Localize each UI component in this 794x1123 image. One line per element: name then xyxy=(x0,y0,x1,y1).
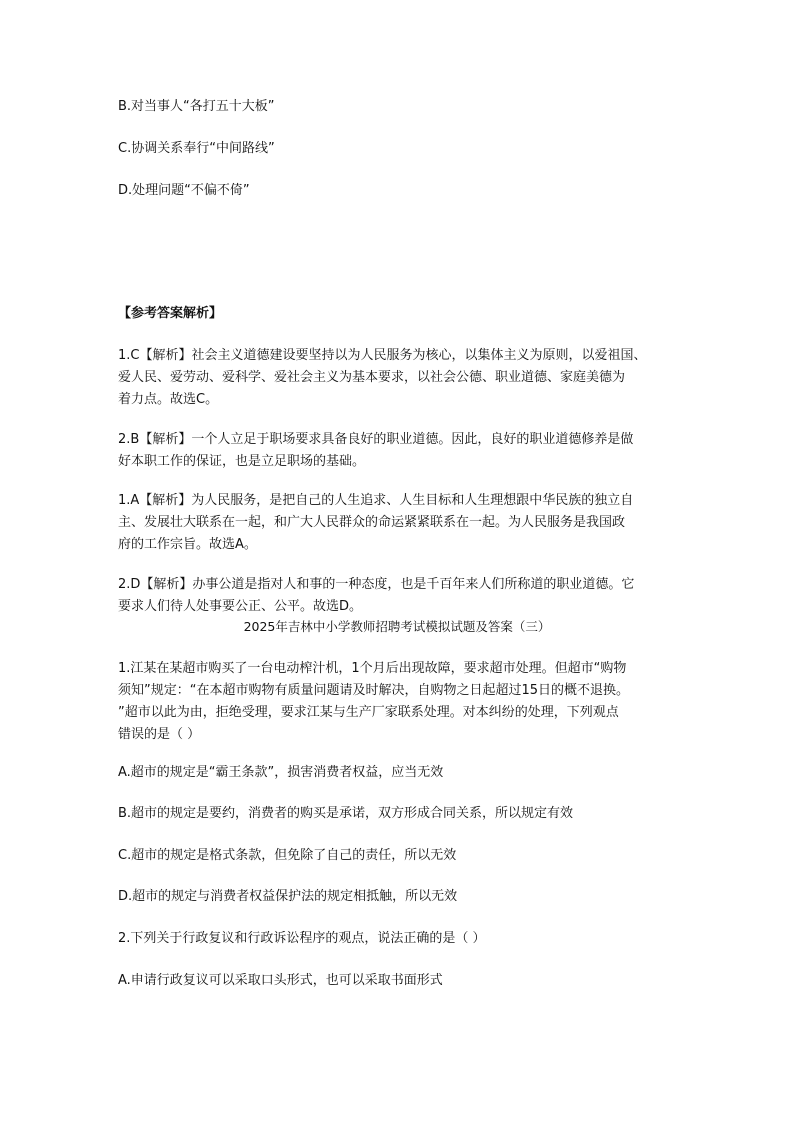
question-1-stem xyxy=(118,658,678,746)
answer-2-line-1: 2.B【解析】一个人立足于职场要求具备良好的职业道德。因此，良好的职业道德修养是做 xyxy=(118,432,634,447)
answers-heading: 【参考答案解析】 xyxy=(118,306,223,321)
question-1-option-b: B.超市的规定是要约，消费者的购买是承诺，双方形成合同关系，所以规定有效 xyxy=(118,806,574,821)
question-1-line-2: 须知”规定：“在本超市购物有质量问题请及时解决，自购物之日起超过15日的概不退换。 xyxy=(118,683,630,698)
question-2-stem: 2.下列关于行政复议和行政诉讼程序的观点，说法正确的是（ ） xyxy=(118,931,486,946)
answer-3-line-1: 1.A【解析】为人民服务，是把自己的人生追求、人生目标和人生理想跟中华民族的独立自 xyxy=(118,493,634,508)
prev-option-b: B.对当事人“各打五十大板” xyxy=(118,99,275,114)
question-1-option-d: D.超市的规定与消费者权益保护法的规定相抵触，所以无效 xyxy=(118,889,458,904)
answer-1-line-3: 着力点。故选C。 xyxy=(118,392,219,407)
answer-3-line-2: 主、发展壮大联系在一起，和广大人民群众的命运紧紧联系在一起。为人民服务是我国政 xyxy=(118,515,626,530)
answer-4-line-2: 要求人们待人处事要公正、公平。故选D。 xyxy=(118,599,363,614)
answer-paragraph-4 xyxy=(118,574,678,618)
answer-2-line-2: 好本职工作的保证，也是立足职场的基础。 xyxy=(118,454,366,469)
question-2-option-a: A.申请行政复议可以采取口头形式，也可以采取书面形式 xyxy=(118,973,443,988)
question-1-option-c: C.超市的规定是格式条款，但免除了自己的责任，所以无效 xyxy=(118,848,457,863)
answer-3-line-3: 府的工作宗旨。故选A。 xyxy=(118,537,257,552)
question-1-option-a: A.超市的规定是“霸王条款”，损害消费者权益，应当无效 xyxy=(118,765,444,780)
question-1-line-1: 1.江某在某超市购买了一台电动榨汁机，1个月后出现故障，要求超市处理。但超市“购物 xyxy=(118,661,627,676)
answer-1-line-1: 1.C【解析】社会主义道德建设要坚持以为人民服务为核心，以集体主义为原则，以爱祖国、 xyxy=(118,348,647,363)
answer-1-line-2: 爱人民、爱劳动、爱科学、爱社会主义为基本要求，以社会公德、职业道德、家庭美德为 xyxy=(118,370,626,385)
answer-paragraph-1 xyxy=(118,345,678,411)
answer-paragraph-3 xyxy=(118,490,678,556)
question-1-line-3: ”超市以此为由，拒绝受理，要求江某与生产厂家联系处理。对本纠纷的处理，下列观点 xyxy=(118,705,619,720)
question-1-line-4: 错误的是（ ） xyxy=(118,727,201,742)
answer-4-line-1: 2.D【解析】办事公道是指对人和事的一种态度，也是千百年来人们所称道的职业道德。它 xyxy=(118,577,635,592)
prev-option-d: D.处理问题“不偏不倚” xyxy=(118,183,250,198)
exam-title: 2025年吉林中小学教师招聘考试模拟试题及答案（三） xyxy=(243,619,551,634)
answer-paragraph-2 xyxy=(118,429,678,473)
prev-option-c: C.协调关系奉行“中间路线” xyxy=(118,141,275,156)
